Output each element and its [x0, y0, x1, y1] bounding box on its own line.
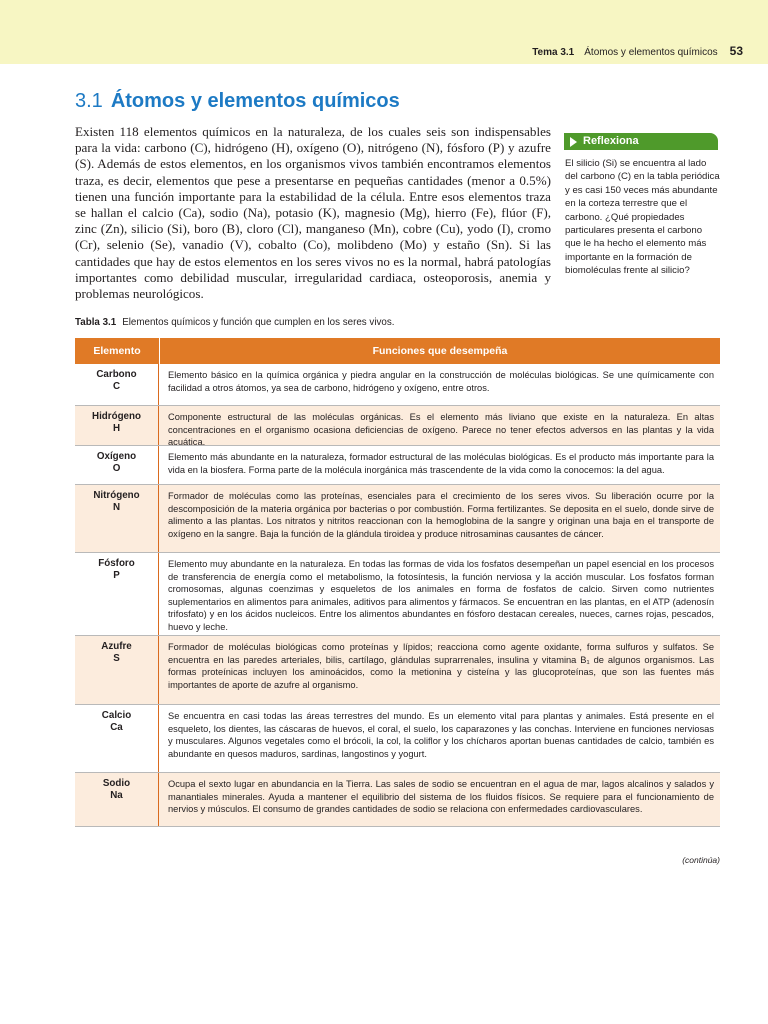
function-cell: Ocupa el sexto lugar en abundancia en la Tierra. Las sales de sodio se encuentran en el agua de mar, lagos alcalinos y salados y manantiales minerales. Ayuda a mantener el equilibrio del sistema de los fluidos físicos. Se requiere para el funcionamiento de nervios y músculos. El consumo de grandes cantidades de sodio se relaciona con enfermedades cardiovasculares.: [168, 779, 714, 815]
header-tema: Tema 3.1: [532, 47, 575, 58]
element-name: Calcio: [101, 710, 132, 721]
function-cell: Elemento muy abundante en la naturaleza. En todas las formas de vida los fosfatos desempeñan un papel esencial en los procesos de transferencia de energía como el metabolismo, la fotosíntesis, la función nerviosa y la acción muscular. Los fosfatos forman cromosomas, algunas coenzimas y esqueletos de los animales en forma de fosfatos de calcio. Sirven como nutrientes suplementarios en alimentos para animales, aditivos para alimentos y fármacos. Se encuentran en las plantas, en el ATP (adenosín trifosfato) y en los ácidos nucleicos. Entre los alimentos abundantes en fósforo destacan cereales, nueces, carnes rojas, pescados, huevo y leche.: [168, 559, 714, 632]
reflexiona-header: [564, 133, 718, 150]
element-name: Azufre: [101, 641, 132, 652]
table-row: [75, 773, 720, 827]
table-row: [75, 485, 720, 553]
arrow-icon: [570, 137, 577, 147]
element-name: Oxígeno: [96, 451, 137, 462]
section-title-text: Átomos y elementos químicos: [110, 90, 400, 112]
table-row: [75, 553, 720, 636]
table-row: [75, 446, 720, 485]
element-name: Nitrógeno: [93, 490, 140, 501]
table-row: [75, 636, 720, 705]
element-cell: [75, 406, 159, 445]
element-cell: [75, 553, 159, 635]
function-cell: Componente estructural de las moléculas orgánicas. Es el elemento más liviano que existe en la naturaleza. En altas concentraciones en el organismo ocasiona deficiencias de oxígeno. Parece no tener efectos adversos en las plantas y la vida acuática.: [168, 412, 714, 448]
element-cell: [75, 636, 159, 704]
function-cell: Se encuentra en casi todas las áreas terrestres del mundo. Es un elemento vital para plantas y animales. Está presente en el esqueleto, los dientes, las cáscaras de huevos, el coral, el suelo, los caparazones y las conchas. Interviene en funciones nerviosas y musculares. Algunos vegetales como el brócoli, la col, la coliflor y los chícharos aportan buenas cantidades de calcio, también es abundante en quesos maduros, sardinas, langostinos y yogurt.: [168, 711, 714, 759]
element-cell: [75, 364, 159, 405]
header-section: Átomos y elementos químicos: [584, 47, 718, 58]
intro-paragraph: Existen 118 elementos químicos en la naturaleza, de los cuales seis son indispensables para la vida: carbono (C), hidrógeno (H), oxígeno (O), nitrógeno (N), fósforo (P) y azufre (S). Además de estos elementos, en los organismos vivos también encontramos elementos traza, es decir, elementos que pese a presentarse en pequeñas cantidades (menor a 0.5%) tienen una función importante para la estabilidad de la célula. Entre esos elementos traza se hallan el calcio (Ca), sodio (Na), potasio (K), magnesio (Mg), hierro (Fe), flúor (F), zinc (Zn), silicio (Si), boro (B), cloro (Cl), manganeso (Mn), cobre (Cu), yodo (I), cromo (Cr), selenio (Se), vanadio (V), cobalto (Co), molibdeno (Mo) y estaño (Sn). Si las cantidades que hay de estos elementos en los seres vivos no es la normal, habrá patologías importantes como debilidad muscular, irregularidad cardiaca, osteoporosis, anemia y problemas neurológicos.: [75, 124, 551, 302]
function-cell: Elemento básico en la química orgánica y piedra angular en la construcción de moléculas biológicas. Se une químicamente con facilidad a otros átomos, ya sea de carbono, hidrógeno y oxígeno, entre otros.: [168, 370, 714, 393]
element-symbol: S: [113, 653, 120, 664]
function-cell: Elemento más abundante en la naturaleza, formador estructural de las moléculas biológicas. Es el producto más importante para la vida en la biosfera. Forma parte de la molécula inorgánica más trascendente de la vida como la conocemos: la del agua.: [168, 452, 714, 475]
element-symbol: N: [112, 502, 121, 513]
table-row: [75, 406, 720, 446]
element-symbol: O: [112, 463, 121, 474]
element-cell: [75, 705, 159, 772]
element-symbol: Ca: [110, 722, 123, 733]
element-name: Fósforo: [98, 558, 135, 569]
element-name: Hidrógeno: [92, 411, 141, 422]
table-row: [75, 705, 720, 773]
running-header: [532, 44, 743, 58]
section-number: 3.1: [75, 90, 103, 112]
reflexiona-title: Reflexiona: [583, 135, 639, 147]
continued-note: (continúa): [682, 855, 720, 865]
element-cell: [75, 773, 159, 826]
column-header-element: Elemento: [75, 338, 160, 364]
function-cell: Formador de moléculas como las proteínas, esenciales para el crecimiento de los seres vivos. Su liberación ocurre por la descomposición de la materia orgánica por bacterias o por combustión. Forma fertilizantes. Se deposita en el suelo, donde sirve de alimento a las plantas. Los nitratos y nitritos reaccionan con la hemoglobina de la sangre y originan una baja en el transporte de oxígeno en la sangre. Baja la función de la glándula tiroidea y produce nitrosaminas causantes de cáncer.: [168, 491, 714, 539]
table-row: [75, 364, 720, 406]
element-name: Sodio: [102, 778, 131, 789]
function-cell: Formador de moléculas biológicas como proteínas y lípidos; reacciona como agente oxidante, forma sulfuros y sulfatos. Se encuentra en las paredes arteriales, bilis, cartílago, glándulas suprarrenales, insulina y vitamina B₁ de algunos organismos. Las formas proteínicas incluyen los aminoácidos, como la metionina y cisteína y las glucoproteínas, que son las fuentes más importantes de aporte de azufre al organismo.: [168, 642, 714, 690]
page-bottom: [0, 930, 768, 1024]
element-cell: [75, 485, 159, 552]
element-symbol: Na: [110, 790, 123, 801]
element-name: Carbono: [96, 369, 137, 380]
element-symbol: C: [112, 381, 121, 392]
table-caption-text: Elementos químicos y función que cumplen en los seres vivos.: [122, 317, 395, 328]
column-header-function: Funciones que desempeña: [372, 345, 508, 357]
element-symbol: P: [113, 570, 120, 581]
page-number: 53: [729, 44, 743, 58]
section-title: [75, 90, 400, 113]
table-header: [75, 338, 720, 364]
table-caption-label: Tabla 3.1: [75, 317, 117, 328]
elements-table: [75, 338, 720, 827]
table-caption: [75, 317, 394, 328]
element-symbol: H: [112, 423, 121, 434]
element-cell: [75, 446, 159, 484]
reflexiona-body: El silicio (Si) se encuentra al lado del carbono (C) en la tabla periódica y es casi 150 veces más abundante en la corteza terrestre que el carbono. ¿Qué propiedades particulares presenta el carbono que le ha hecho el elemento más importante en la formación de biomoléculas frente al silicio?: [565, 158, 720, 277]
